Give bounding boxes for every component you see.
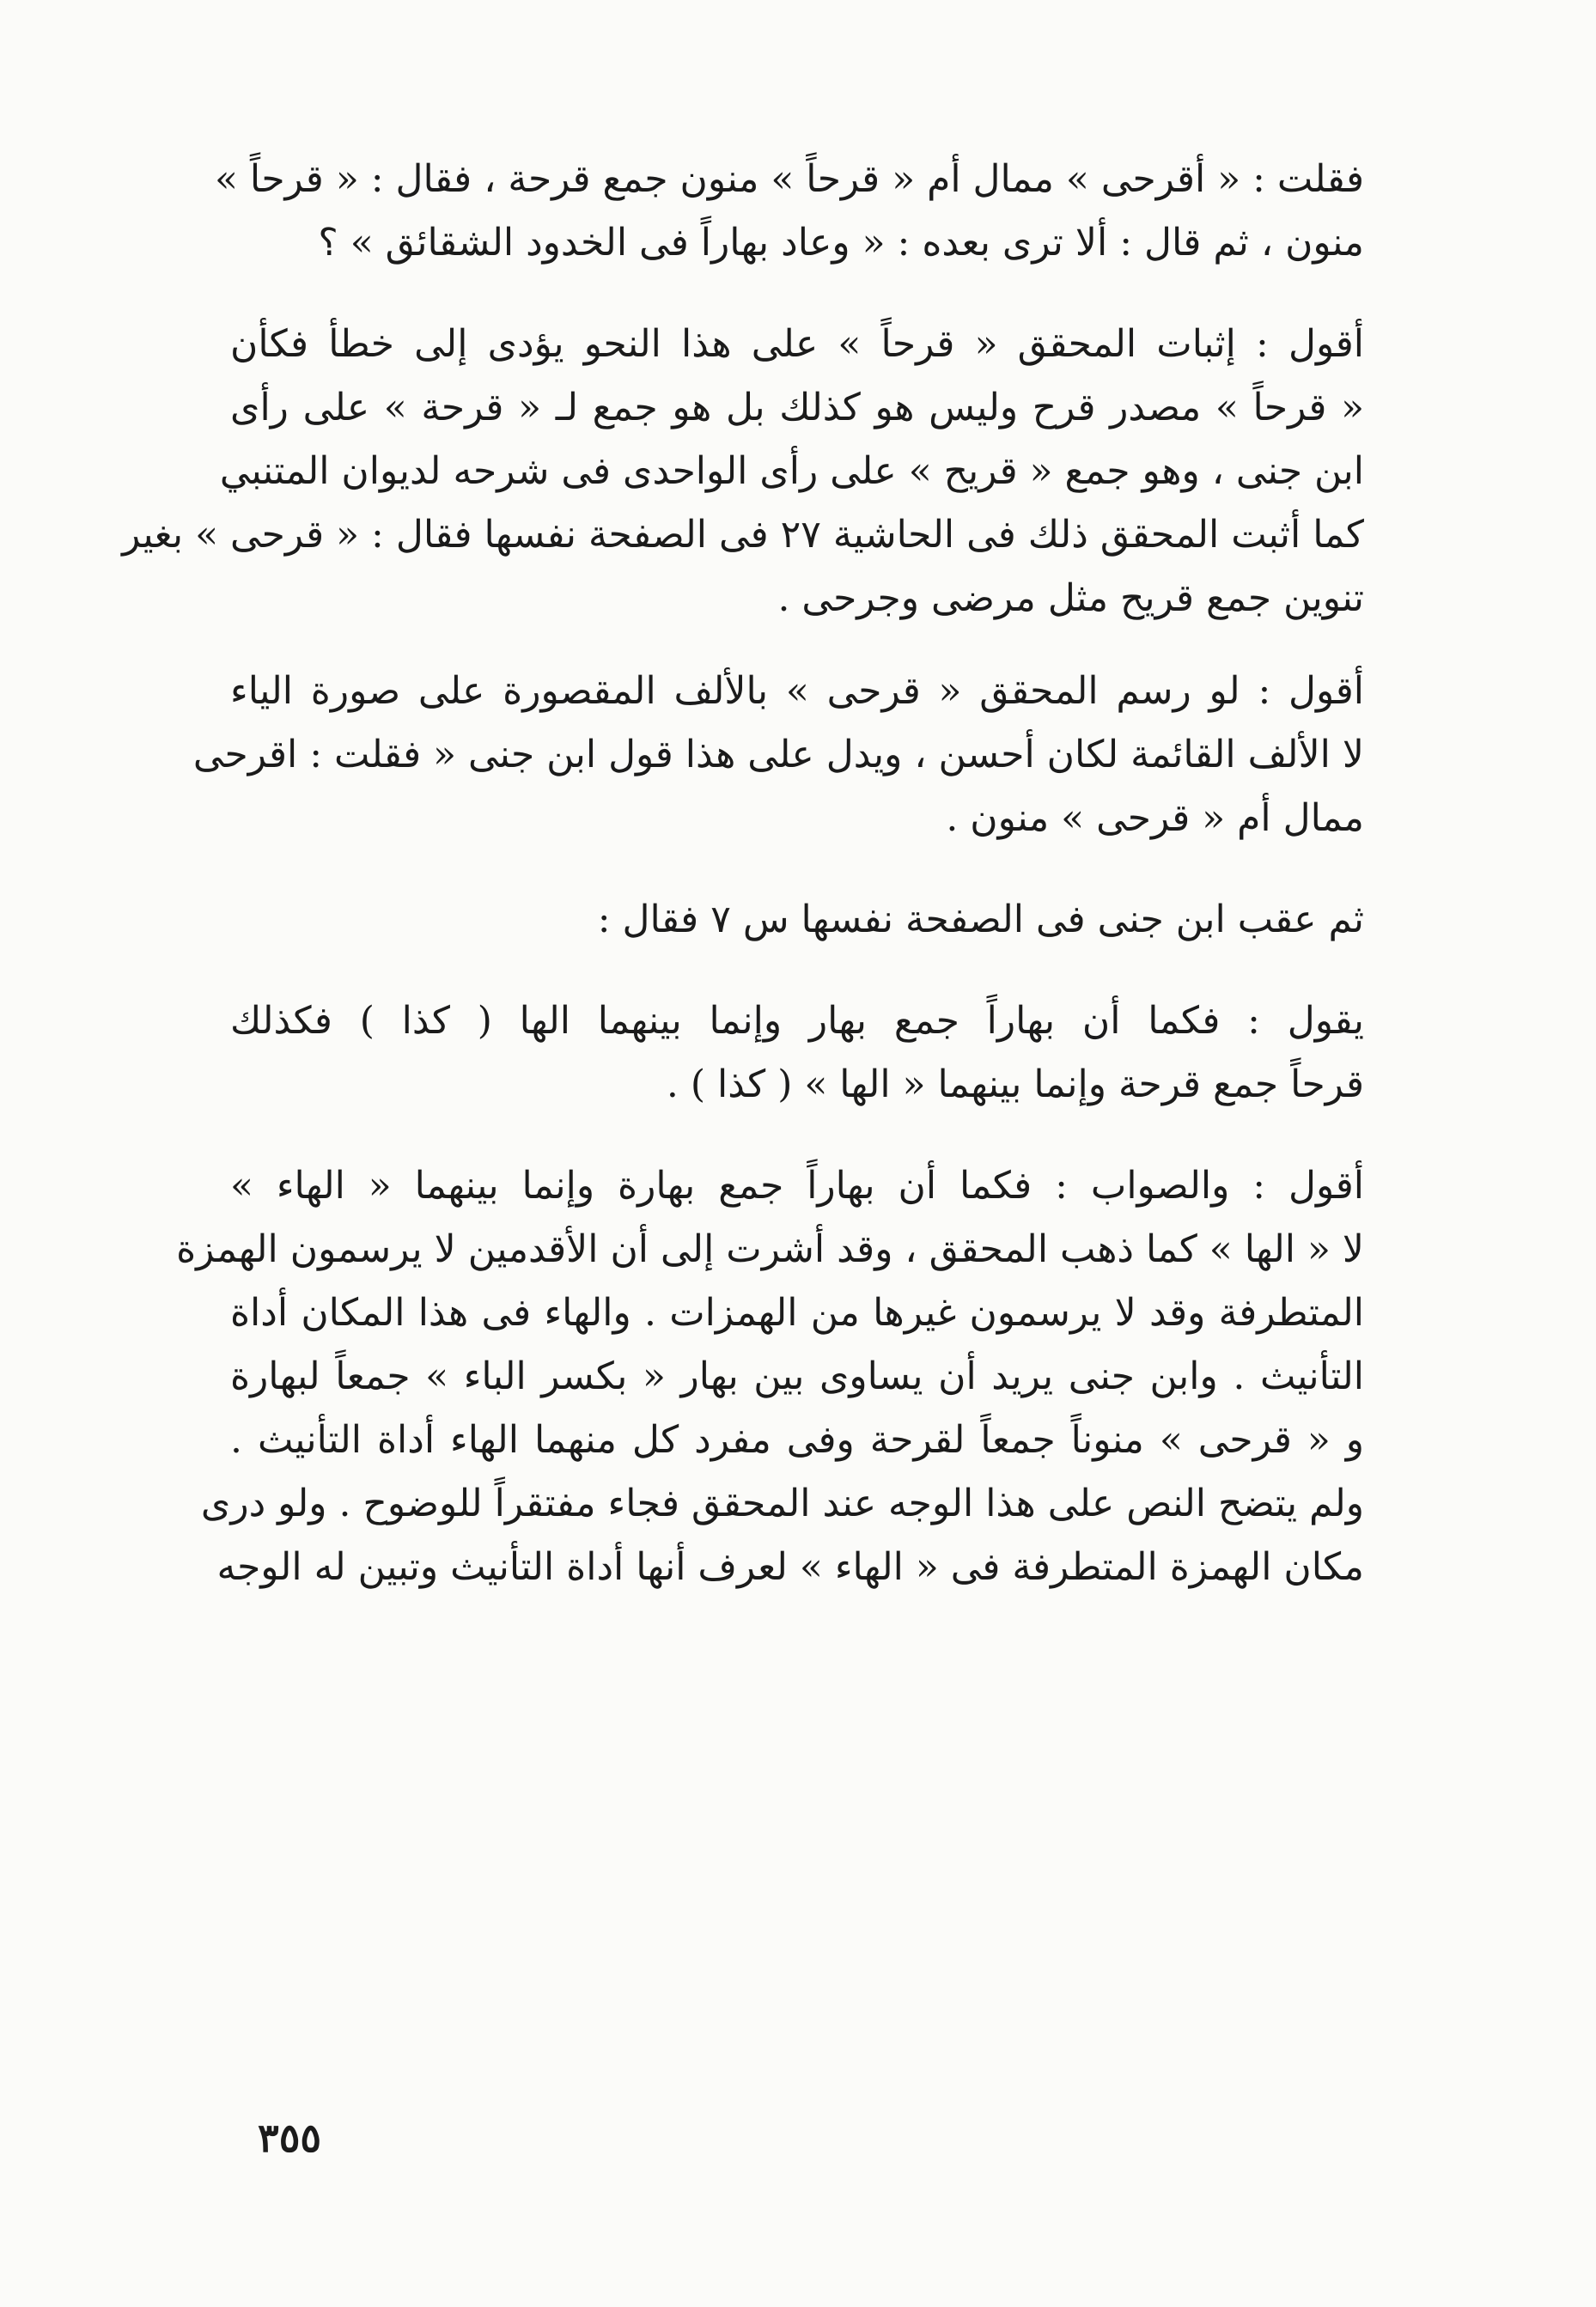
paragraph-5 <box>230 996 1364 1123</box>
text-line: قرحاً جمع قرحة وإنما بينهما « الها » ( كذا ) . <box>666 1062 1364 1106</box>
text-line: أقول : إثبات المحقق « قرحاً » على هذا النحو يؤدى إلى خطأ فكأن <box>230 322 1364 366</box>
text-line: المتطرفة وقد لا يرسمون غيرها من الهمزات . والهاء فى هذا المكان أداة <box>230 1291 1364 1335</box>
text-line: تنوين جمع قريح مثل مرضى وجرحى . <box>777 576 1364 620</box>
text-line: ولم يتضح النص على هذا الوجه عند المحقق فجاء مفتقراً للوضوح . ولو درى <box>200 1482 1364 1525</box>
text-line: ثم عقب ابن جنى فى الصفحة نفسها س ٧ فقال : <box>597 898 1364 941</box>
text-line: لا الألف القائمة لكان أحسن ، ويدل على هذا قول ابن جنى « فقلت : اقرحى <box>192 733 1364 776</box>
page-number: ٣٥٥ <box>258 2115 322 2161</box>
text-line: لا « الها » كما ذهب المحقق ، وقد أشرت إلى أن الأقدمين لا يرسمون الهمزة <box>176 1227 1364 1271</box>
paragraph-2 <box>122 320 1364 637</box>
text-line: التأنيث . وابن جنى يريد أن يساوى بين بهار « بكسر الباء » جمعاً لبهارة <box>230 1354 1364 1398</box>
paragraph-1 <box>215 155 1364 282</box>
text-line: أقول : لو رسم المحقق « قرحى » بالألف المقصورة على صورة الياء <box>230 669 1365 713</box>
text-line: « قرحاً » مصدر قرح وليس هو كذلك بل هو جمع لـ « قرحة » على رأى <box>230 386 1364 429</box>
paragraph-4 <box>230 895 1364 959</box>
body-text <box>122 155 1365 1606</box>
text-line: فقلت : « أقرحى » ممال أم « قرحاً » منون جمع قرحة ، فقال : « قرحاً » <box>215 157 1364 201</box>
text-line: و « قرحى » منوناً جمعاً لقرحة وفى مفرد كل منهما الهاء أداة التأنيث . <box>230 1418 1364 1462</box>
text-line: ابن جنى ، وهو جمع « قريح » على رأى الواحدى فى شرحه لديوان المتنبي <box>219 449 1364 493</box>
text-line: كما أثبت المحقق ذلك فى الحاشية ٢٧ فى الصفحة نفسها فقال : « قرحى » بغير <box>122 513 1364 557</box>
text-line: أقول : والصواب : فكما أن بهاراً جمع بهارة وإنما بينهما « الهاء » <box>230 1164 1364 1208</box>
paragraph-6 <box>176 1161 1364 1606</box>
paragraph-3 <box>192 667 1365 857</box>
text-line: ممال أم « قرحى » منون . <box>946 796 1364 840</box>
text-line: منون ، ثم قال : ألا ترى بعده : « وعاد بهاراً فى الخدود الشقائق » ؟ <box>318 221 1364 265</box>
text-line: مكان الهمزة المتطرفة فى « الهاء » لعرف أنها أداة التأنيث وتبين له الوجه <box>216 1545 1364 1589</box>
text-line: يقول : فكما أن بهاراً جمع بهار وإنما بينهما الها ( كذا ) فكذلك <box>230 999 1364 1043</box>
